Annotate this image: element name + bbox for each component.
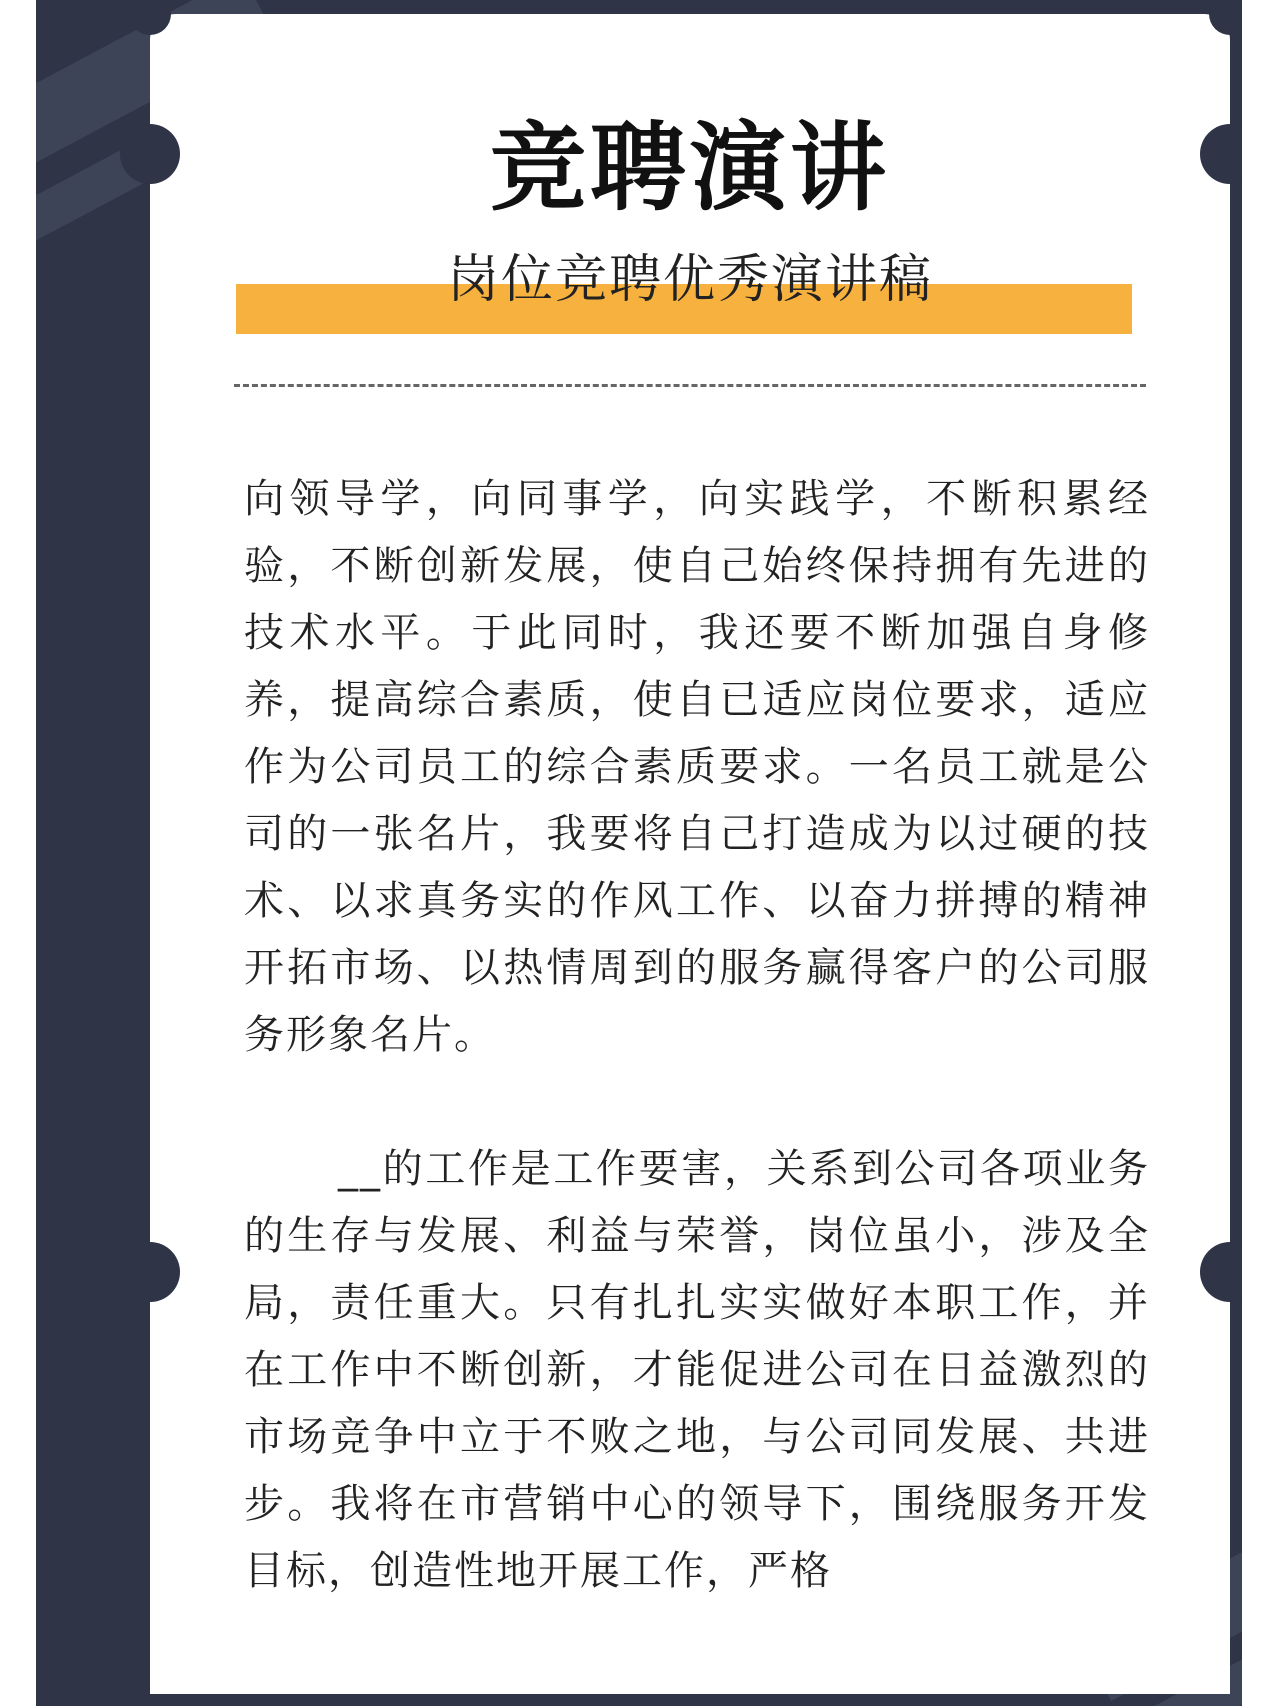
paragraph: 向领导学，向同事学，向实践学，不断积累经验，不断创新发展，使自己始终保持拥有先进的技术水平。于此同时，我还要不断加强自身修养，提高综合素质，使自已适应岗位要求，适应作为公司员工的综合素质要求。一名员工就是公司的一张名片，我要将自己打造成为以过硬的技术、以求真务实的作风工作、以奋力拼搏的精神开拓市场、以热情周到的服务赢得客户的公司服务形象名片。	[244, 476, 1150, 1058]
paragraph: __的工作是工作要害，关系到公司各项业务的生存与发展、利益与荣誉，岗位虽小，涉及全局，责任重大。只有扎扎实实做好本职工作，并在工作中不断创新，才能促进公司在日益激烈的市场竞争中立于不败之地，与公司同发展、共进步。我将在市营销中心的领导下，围绕服务开发目标，创造性地开展工作，严格	[244, 1146, 1150, 1594]
background-frame	[36, 0, 1242, 1706]
speech-body	[244, 466, 1150, 1672]
page-title: 竞聘演讲	[490, 112, 890, 224]
ticket-card	[150, 14, 1230, 1694]
card-corner-notch	[1209, 0, 1242, 35]
card-side-notch	[1200, 1242, 1242, 1302]
page-subtitle: 岗位竞聘优秀演讲稿	[446, 250, 933, 310]
dashed-divider	[234, 384, 1146, 387]
card-side-notch	[120, 1242, 180, 1302]
card-corner-notch	[129, 0, 171, 35]
